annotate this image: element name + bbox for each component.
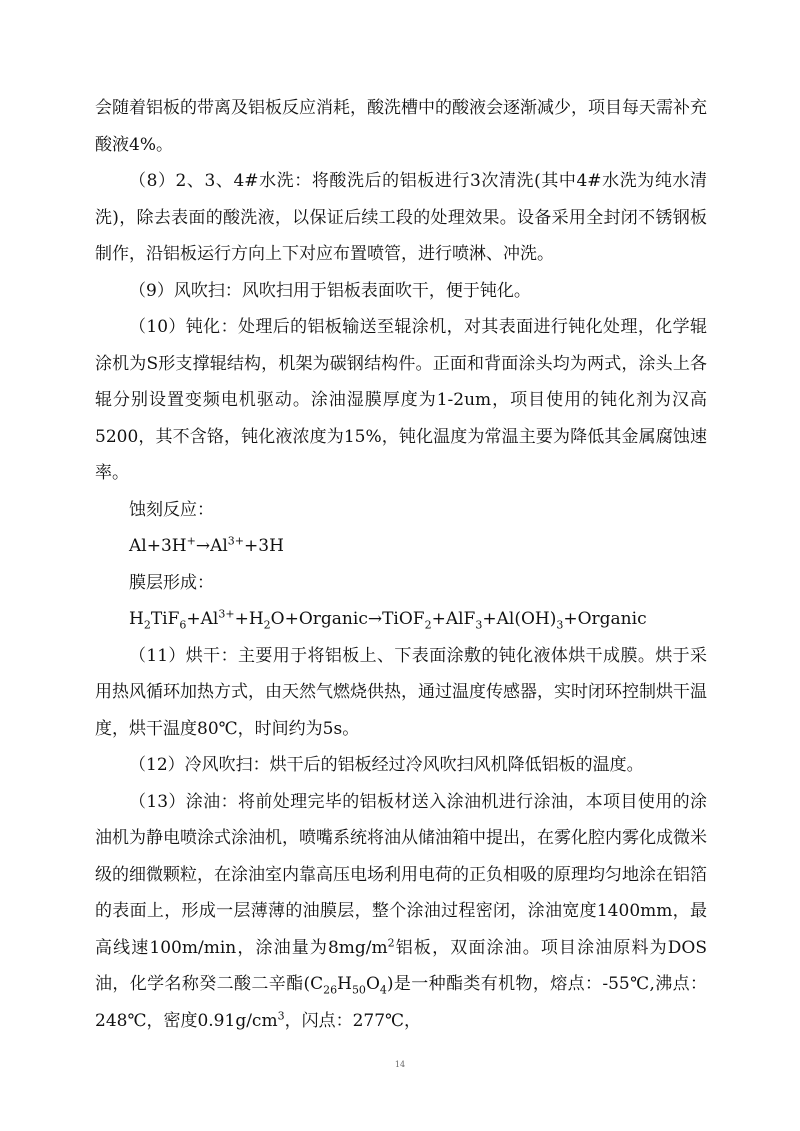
paragraph-13: （13）涂油：将前处理完毕的铝板材送入涂油机进行涂油，本项目使用的涂油机为静电喷涂式涂油机，喷嘴系统将油从储油箱中提出，在雾化腔内雾化成微米级的细微颗粒，在涂油室内靠高压电场利用电荷的正负相吸的原理均匀地涂在铝箔的表面上，形成一层薄薄的油膜层，整个涂油过程密闭，涂油宽度1400mm，最高线速100m/min，涂油量为$8mg/m^2$铝板，双面涂油。项目涂油原料为DOS油，化学名称癸二酸二辛酯$(C_{26}H_{50}O_4)$是一种酯类有机物，熔点：-55℃,沸点：248℃，密度$0.91g/cm^3$，闪点：277℃，	[95, 791, 708, 1031]
etch-label: 蚀刻反应：	[129, 499, 214, 520]
paragraph-10: （10）钝化：处理后的铝板输送至辊涂机，对其表面进行钝化处理，化学辊涂机为S形支撑辊结构，机架为碳钢结构件。正面和背面涂头均为两式，涂头上各辊分别设置变频电机驱动。涂油湿膜厚度为1-2um，项目使用的钝化剂为汉高5200，其不含铬，钝化液浓度为15%，钝化温度为常温主要为降低其金属腐蚀速率。	[95, 317, 707, 483]
body-text	[95, 90, 707, 1039]
page-number: 14	[394, 1060, 406, 1069]
paragraph-12: （12）冷风吹扫：烘干后的铝板经过冷风吹扫风机降低铝板的温度。	[129, 755, 644, 775]
paragraph-11: （11）烘干：主要用于将铝板上、下表面涂敷的钝化液体烘干成膜。烘于采用热风循环加热方式，由天然气燃烧供热，通过温度传感器，实时闭环控制烘干温度，烘干温度80℃，时间约为5s。	[95, 645, 707, 739]
paragraph-continuation: 会随着铝板的带离及铝板反应消耗，酸洗槽中的酸液会逐渐减少，项目每天需补充酸液4%。	[95, 98, 707, 155]
film-label: 膜层形成：	[129, 572, 214, 593]
film-equation: $H_2TiF_6+Al^{3+}+H_2O+Organic\to TiOF_2+AlF_3+Al(OH)_3+Organic$	[129, 607, 647, 632]
etch-equation: $Al+3H^+\to Al^{3+}+3H$	[129, 534, 284, 556]
paragraph-9: （9）风吹扫：风吹扫用于铝板表面吹干，便于钝化。	[129, 280, 531, 301]
paragraph-8: （8）2、3、4#水洗：将酸洗后的铝板进行3次清洗(其中4#水洗为纯水清洗)，除去表面的酸洗液，以保证后续工段的处理效果。设备采用全封闭不锈钢板制作，沿铝板运行方向上下对应布置喷管，进行喷淋、冲洗。	[95, 171, 707, 264]
